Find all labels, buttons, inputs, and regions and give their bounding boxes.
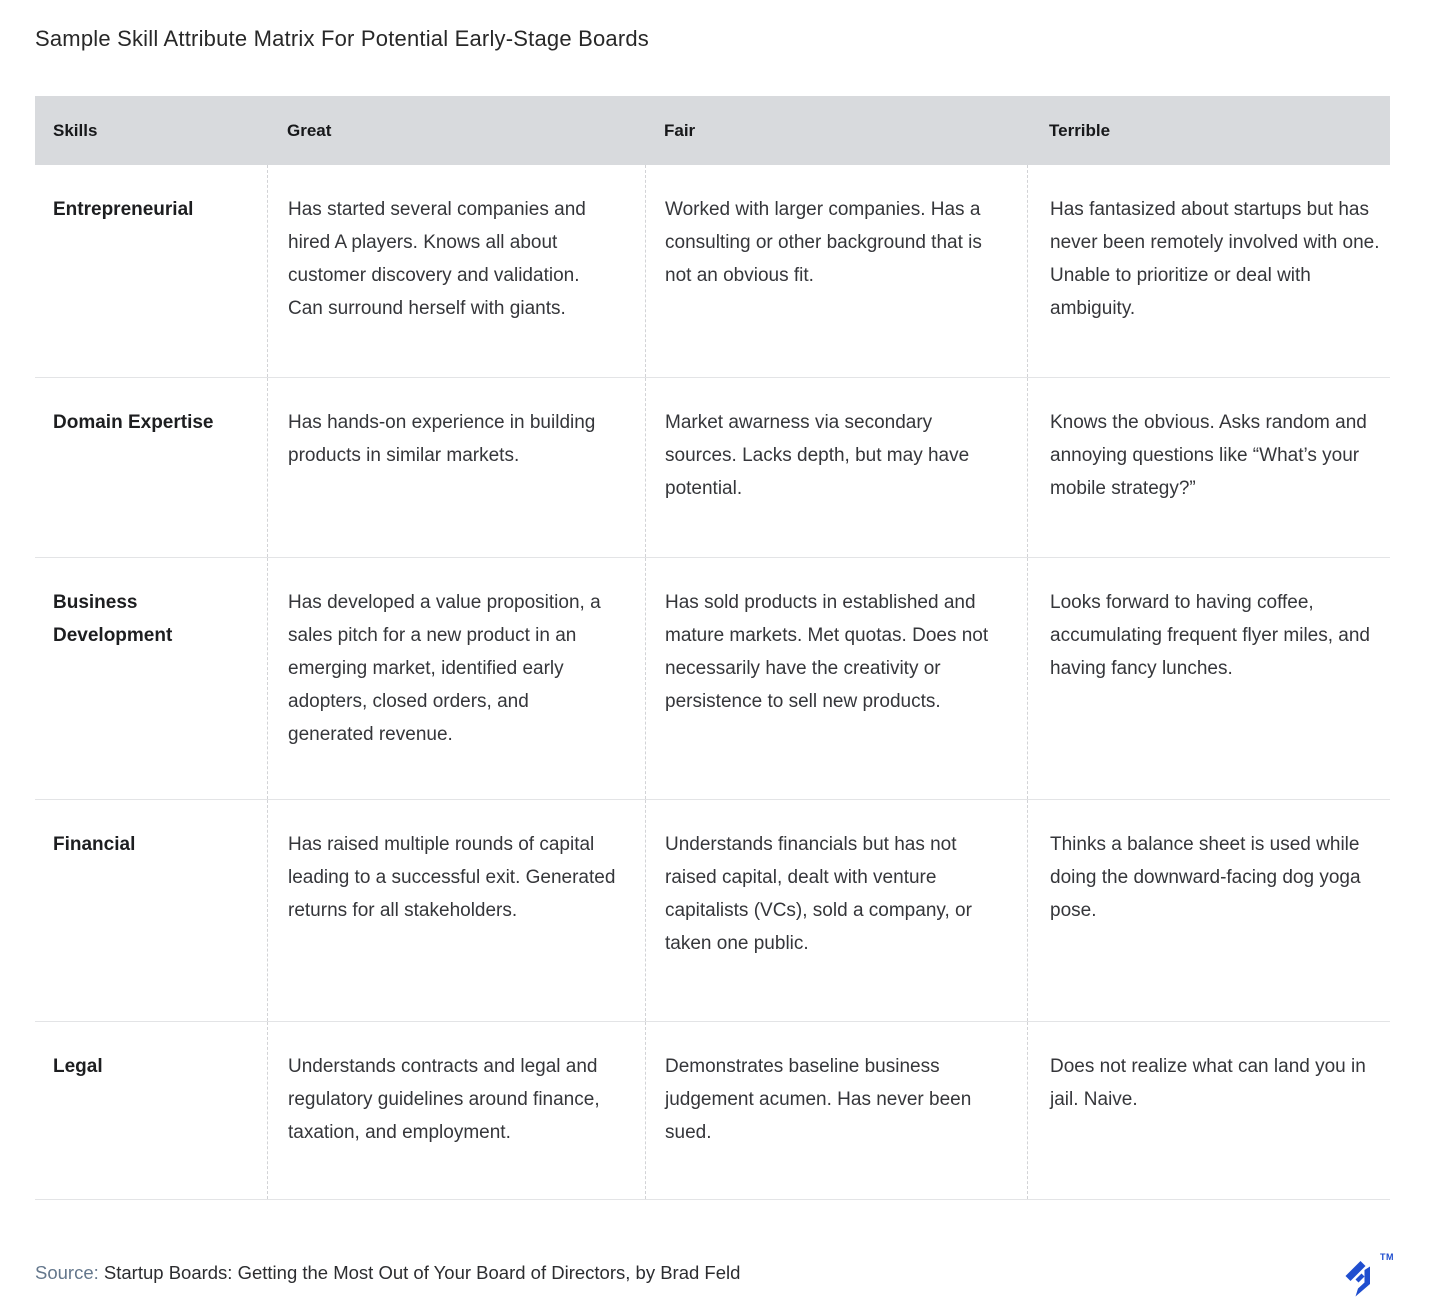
column-header-skills: Skills xyxy=(53,120,98,140)
column-header-fair: Fair xyxy=(664,120,696,140)
column-header-terrible: Terrible xyxy=(1049,120,1111,140)
figure-title: Sample Skill Attribute Matrix For Potential Early-Stage Boards xyxy=(35,26,649,51)
column-header-great: Great xyxy=(287,120,332,140)
source-text: Startup Boards: Getting the Most Out of Your Board of Directors, by Brad Feld xyxy=(98,1262,741,1283)
skill-matrix-table xyxy=(35,96,1390,1200)
great-cell: Has raised multiple rounds of capital leading to a successful exit. Generated returns for all stakeholders. xyxy=(267,800,645,1021)
fair-cell: Worked with larger companies. Has a consulting or other background that is not an obvious fit. xyxy=(645,165,1027,377)
toptal-logo xyxy=(1342,1252,1394,1300)
fair-cell: Market awarness via secondary sources. Lacks depth, but may have potential. xyxy=(645,378,1027,557)
source-line xyxy=(35,1252,740,1284)
fair-cell: Understands financials but has not raised capital, dealt with venture capitalists (VCs), sold a company, or taken one public. xyxy=(645,800,1027,1021)
skill-name-cell: Legal xyxy=(53,1056,103,1077)
skill-name-cell: Entrepreneurial xyxy=(53,199,194,220)
great-cell: Understands contracts and legal and regulatory guidelines around finance, taxation, and employment. xyxy=(267,1022,645,1199)
table-row-business-development xyxy=(35,558,1390,800)
figure-footer xyxy=(35,1252,1394,1300)
terrible-cell: Has fantasized about startups but has never been remotely involved with one. Unable to prioritize or deal with ambiguity. xyxy=(1027,165,1390,377)
great-cell: Has started several companies and hired A players. Knows all about customer discovery and validation. Can surround herself with giants. xyxy=(267,165,645,377)
terrible-cell: Knows the obvious. Asks random and annoying questions like “What’s your mobile strategy?” xyxy=(1027,378,1390,557)
table-row-domain-expertise xyxy=(35,378,1390,558)
skill-name-cell: Domain Expertise xyxy=(53,412,214,433)
skill-name-cell: Financial xyxy=(53,834,136,855)
fair-cell: Has sold products in established and mature markets. Met quotas. Does not necessarily have the creativity or persistence to sell new products. xyxy=(645,558,1027,799)
skill-name-cell: Business Development xyxy=(53,592,173,646)
fair-cell: Demonstrates baseline business judgement acumen. Has never been sued. xyxy=(645,1022,1027,1199)
great-cell: Has hands-on experience in building products in similar markets. xyxy=(267,378,645,557)
source-label: Source: xyxy=(35,1262,99,1283)
terrible-cell: Does not realize what can land you in jail. Naive. xyxy=(1027,1022,1390,1199)
great-cell: Has developed a value proposition, a sales pitch for a new product in an emerging market, identified early adopters, closed orders, and generated revenue. xyxy=(267,558,645,799)
trademark-symbol: TM xyxy=(1380,1252,1394,1262)
toptal-logo-icon xyxy=(1342,1258,1380,1300)
table-row-financial xyxy=(35,800,1390,1022)
terrible-cell: Thinks a balance sheet is used while doing the downward-facing dog yoga pose. xyxy=(1027,800,1390,1021)
table-row-legal xyxy=(35,1022,1390,1200)
table-row-entrepreneurial xyxy=(35,165,1390,378)
table-header-row xyxy=(35,96,1390,165)
terrible-cell: Looks forward to having coffee, accumulating frequent flyer miles, and having fancy lunches. xyxy=(1027,558,1390,799)
